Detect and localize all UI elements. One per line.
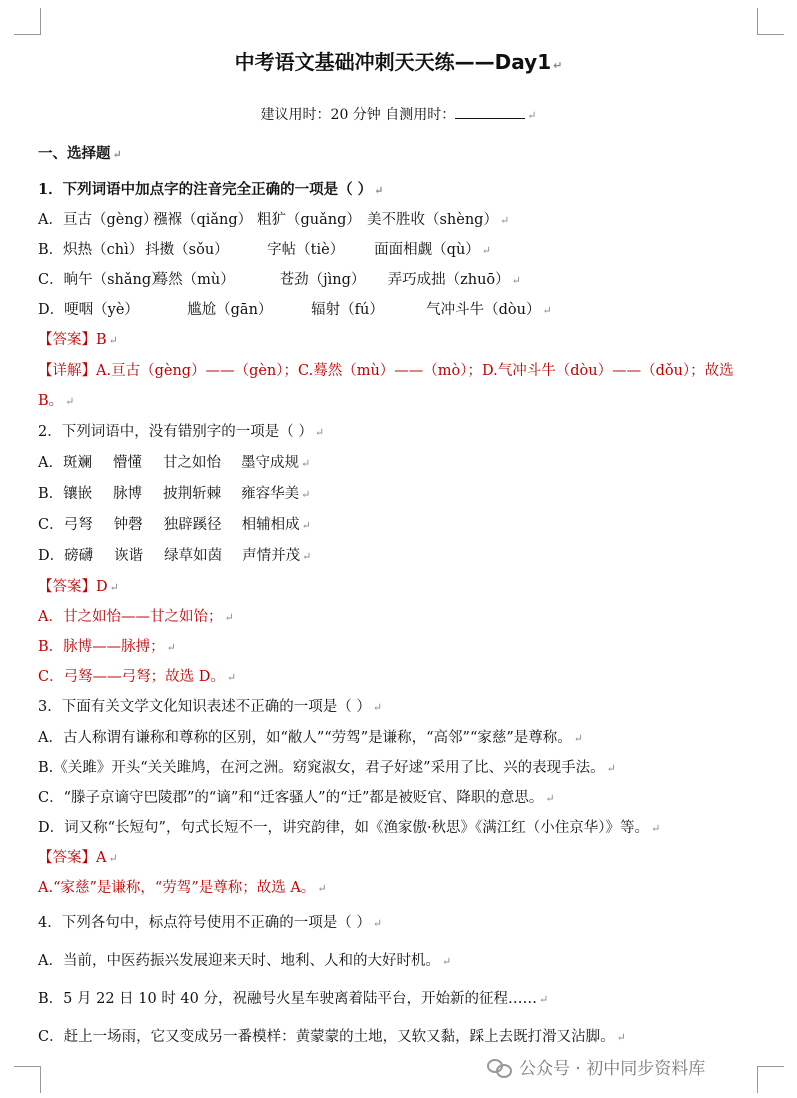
self-time-blank[interactable] bbox=[455, 104, 525, 119]
q3-stem: 3．下面有关文学文化知识表述不正确的一项是（ ） ↵ bbox=[38, 699, 383, 715]
q3-option-c: C．“滕子京谪守巴陵郡”的“谪”和“迁客骚人”的“迁”都是被贬官、降职的意思。 ↵ bbox=[38, 790, 555, 806]
q3-option-a: A．古人称谓有谦称和尊称的区别，如“敝人”“劳驾”是谦称，“高邻”“家慈”是尊称。 ↵ bbox=[38, 730, 583, 746]
q2-option-b: B．镶嵌 脉博 披荆斩棘 雍容华美 ↵ bbox=[38, 486, 311, 502]
document-title: 中考语文基础冲刺天天练——Day1 ↵ bbox=[234, 50, 563, 74]
q1-option-d: D．哽咽（yè） 尴尬（gān） 辐射（fú） 气冲斗牛（dòu） ↵ bbox=[38, 302, 552, 318]
q1-option-c: C．晌午（shǎng）蓦然（mù） 苍劲（jìng） 弄巧成拙（zhuō） ↵ bbox=[38, 272, 521, 288]
q1-answer: 【答案】B ↵ bbox=[38, 332, 118, 348]
q3-answer: 【答案】A ↵ bbox=[38, 850, 118, 866]
q1-stem: 1．下列词语中加点字的注音完全正确的一项是（ ） ↵ bbox=[38, 181, 384, 198]
q4-option-c: C．赶上一场雨，它又变成另一番模样：黄蒙蒙的土地，又软又黏，踩上去既打滑又沾脚。 ↵ bbox=[38, 1029, 626, 1045]
q2-answer: 【答案】D ↵ bbox=[38, 579, 119, 595]
q2-stem: 2．下列词语中，没有错别字的一项是（ ） ↵ bbox=[38, 424, 325, 440]
paragraph-mark-icon: ↵ bbox=[553, 59, 563, 72]
watermark: 公众号 · 初中同步资料库 bbox=[487, 1054, 705, 1079]
q2-explain-b: B．脉博——脉搏； ↵ bbox=[38, 639, 176, 655]
q2-explain-c: C．弓驽——弓弩；故选 D。 ↵ bbox=[38, 669, 237, 685]
q2-option-a: A．斑斓 懵懂 甘之如怡 墨守成规 ↵ bbox=[38, 455, 311, 471]
q1-detail-cont: B。 ↵ bbox=[38, 393, 75, 409]
q3-explain: A.“家慈”是谦称，“劳驾”是尊称；故选 A。 ↵ bbox=[38, 880, 327, 896]
q4-option-a: A．当前，中医药振兴发展迎来天时、地利、人和的大好时机。 ↵ bbox=[38, 953, 452, 969]
crop-mark-top-left bbox=[14, 8, 41, 35]
section-heading: 一、选择题 ↵ bbox=[38, 145, 122, 162]
q1-option-b: B．炽热（chì） 抖擞（sǒu） 字帖（tiè） 面面相觑（qù） ↵ bbox=[38, 242, 491, 258]
time-line: 建议用时：20 分钟 自测用时： ↵ bbox=[0, 104, 797, 124]
q4-stem: 4．下列各句中，标点符号使用不正确的一项是（ ） ↵ bbox=[38, 915, 383, 931]
q3-option-d: D．词又称“长短句”，句式长短不一，讲究韵律，如《渔家傲·秋思》《满江红（小住京华）》等。 ↵ bbox=[38, 820, 661, 836]
q1-detail: 【详解】A.亘古（gèng）——（gèn）；C.蓦然（mù）——（mò）；D.气冲斗牛（dòu）——（dǒu）；故选 bbox=[38, 363, 734, 379]
crop-mark-top-right bbox=[757, 8, 784, 35]
crop-mark-bottom-right bbox=[757, 1066, 784, 1093]
q2-option-d: D．磅礴 诙谐 绿草如茵 声情并茂 ↵ bbox=[38, 548, 312, 564]
q2-option-c: C．弓弩 钟磬 独辟蹊径 相辅相成 ↵ bbox=[38, 517, 311, 533]
q3-option-b: B.《关雎》开头“关关雎鸠，在河之洲。窈窕淑女，君子好逑”采用了比、兴的表现手法。 ↵ bbox=[38, 760, 616, 776]
crop-mark-bottom-left bbox=[14, 1066, 41, 1093]
q4-option-b: B．5 月 22 日 10 时 40 分，祝融号火星车驶离着陆平台，开始新的征程…… ↵ bbox=[38, 991, 549, 1007]
wechat-icon bbox=[487, 1057, 513, 1077]
q2-explain-a: A．甘之如怡——甘之如饴； ↵ bbox=[38, 609, 234, 625]
q1-option-a: A．亘古（gèng）襁褓（qiǎng） 粗犷（guǎng） 美不胜收（shèng） ↵ bbox=[38, 212, 510, 228]
